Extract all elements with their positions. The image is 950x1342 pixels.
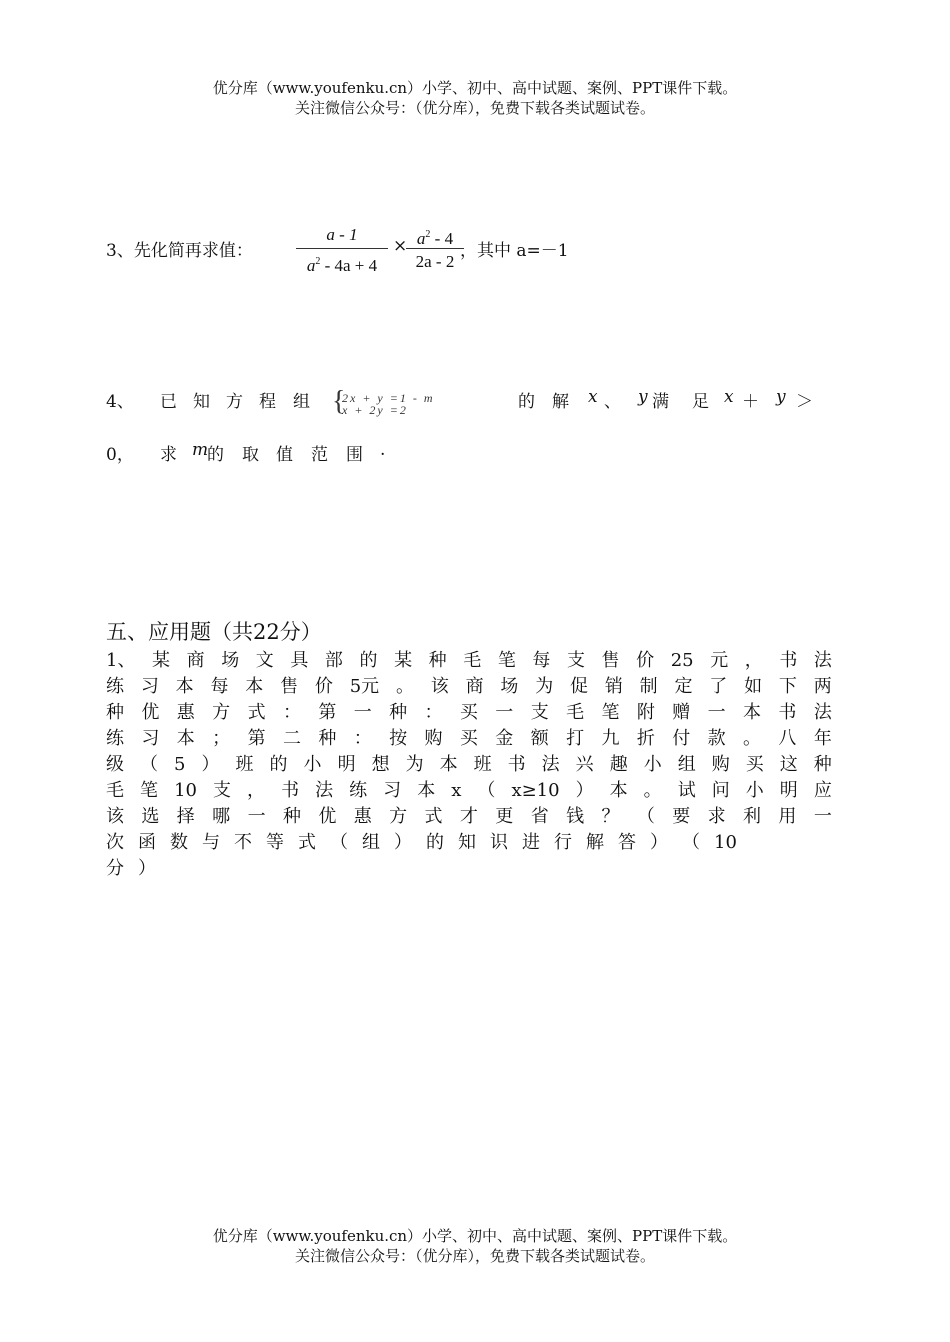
problem-token: 级 [106,754,124,775]
problem-token: 种 [428,650,447,671]
problem-token: ； [212,728,231,749]
problem-token: 赠 [672,702,691,723]
problem-token: 每 [210,676,229,697]
page-footer [0,1226,950,1266]
problem-line [106,726,832,752]
problem-token: 用 [778,806,797,827]
problem-token: 本 [439,754,458,775]
footer-line-1: 优分库（www.youfenku.cn）小学、初中、高中试题、案例、PPT课件下载。 [212,1227,738,1245]
problem-token: 打 [566,728,585,749]
problem-token: 种 [813,754,832,775]
problem-token: 商 [465,676,484,697]
application-problem-1 [106,648,832,882]
problem-token: 第 [247,728,266,749]
problem-token: 按 [389,728,408,749]
problem-token: 为 [535,676,554,697]
problem-token: 两 [813,676,832,697]
problem-token: 10 [714,832,737,853]
problem-token: 毛 [106,780,124,801]
problem-token: 销 [604,676,623,697]
q4-char: 、 [604,392,621,412]
problem-token: 本 [176,728,195,749]
problem-token: 售 [601,650,620,671]
problem-line [106,674,832,700]
problem-token: 金 [495,728,514,749]
q4-char: 知 [193,392,210,412]
problem-token: （ [477,780,496,801]
problem-token: 具 [290,650,309,671]
problem-token: 优 [141,702,160,723]
problem-token: 一 [495,702,514,723]
header-line-2: 关注微信公众号：（优分库），免费下载各类试题试卷。 [294,99,655,117]
problem-token: 的 [359,650,378,671]
problem-token: 如 [744,676,763,697]
problem-token: x≥10 [511,780,560,801]
q4-char: 求 [160,445,177,465]
q4-char: 方 [226,392,243,412]
problem-token: 明 [779,780,798,801]
problem-token: 元 [710,650,729,671]
problem-token: 择 [176,806,195,827]
problem-token: 种 [282,806,301,827]
problem-token: 小 [643,754,662,775]
problem-token: 练 [349,780,368,801]
problem-token: ？ [601,806,620,827]
problem-token: 书 [281,780,300,801]
header-line-1: 优分库（www.youfenku.cn）小学、初中、高中试题、案例、PPT课件下载。 [212,79,738,97]
problem-line [106,830,832,856]
problem-token: 了 [709,676,728,697]
problem-token: 文 [255,650,274,671]
problem-token: ） [394,832,412,853]
q4-char: 已 [160,392,177,412]
problem-token: 款 [707,728,726,749]
problem-token: 法 [541,754,560,775]
problem-token: 场 [500,676,519,697]
problem-token: 笔 [497,650,516,671]
q4-char: 满 [652,392,669,412]
problem-token: 下 [778,676,797,697]
problem-token: 定 [674,676,693,697]
problem-token: 商 [186,650,205,671]
q4-greater: ＞ [796,392,813,412]
problem-token: 练 [106,728,124,749]
problem-token: 数 [170,832,188,853]
problem-token: 八 [778,728,797,749]
q4-plus: ＋ [742,392,759,412]
problem-token: 惠 [176,702,195,723]
problem-token: 每 [532,650,551,671]
q4-var-x: x [724,387,734,407]
problem-token: 价 [314,676,333,697]
page-header [0,78,950,118]
problem-token: 。 [643,780,662,801]
question-4-line-1 [106,385,826,415]
problem-token: ， [247,780,266,801]
problem-token: ： [353,728,372,749]
problem-token: 的 [269,754,288,775]
problem-token: 识 [490,832,508,853]
problem-token: 惠 [353,806,372,827]
problem-token: 第 [318,702,337,723]
problem-token: 一 [707,702,726,723]
problem-token: 笔 [140,780,159,801]
problem-token: 一 [353,702,372,723]
q4-zero: 0， [106,445,134,465]
problem-token: ） [650,832,668,853]
problem-token: 促 [570,676,589,697]
problem-token: 为 [405,754,424,775]
problem-token: 支 [566,650,585,671]
problem-token: 习 [141,728,160,749]
fraction-2 [406,222,464,275]
q4-char: . [380,440,386,460]
problem-line [106,752,832,778]
problem-token: 求 [707,806,726,827]
problem-token: （ [682,832,700,853]
problem-token: 方 [212,702,231,723]
problem-token: 与 [202,832,220,853]
problem-token: 小 [745,780,764,801]
problem-token: 兴 [575,754,594,775]
problem-token: 买 [745,754,764,775]
problem-token: 购 [711,754,730,775]
problem-token: 明 [337,754,356,775]
problem-line [106,778,832,804]
problem-token: 选 [141,806,160,827]
q4-var-x: x [588,387,598,407]
problem-token: 知 [458,832,476,853]
q4-var-y: y [776,387,786,407]
problem-token: 小 [303,754,322,775]
problem-token: 式 [298,832,316,853]
q4-char: 足 [692,392,709,412]
q4-char: 围 [346,445,363,465]
problem-token: 本 [417,780,436,801]
problem-token: 法 [813,702,832,723]
problem-token: 优 [318,806,337,827]
problem-token: 毛 [566,702,585,723]
problem-token: 要 [672,806,691,827]
problem-line [106,804,832,830]
problem-token: 买 [459,728,478,749]
problem-token: 购 [424,728,443,749]
problem-token: 才 [459,806,478,827]
problem-token: 行 [554,832,572,853]
problem-token: 函 [138,832,156,853]
q4-var-y: y [638,387,648,407]
problem-token: 解 [586,832,604,853]
q3-condition: ，其中 a=－1 [460,241,569,261]
problem-token: 书 [507,754,526,775]
q4-char: 取 [242,445,259,465]
q4-var-m: m [192,440,209,460]
problem-token: 分 [106,858,124,879]
problem-token: 支 [530,702,549,723]
problem-token: 习 [383,780,402,801]
problem-token: 种 [318,728,337,749]
section-title: 五、应用题（共22分） [106,620,322,644]
problem-token: 哪 [212,806,231,827]
problem-token: 趣 [609,754,628,775]
q4-char: 组 [293,392,310,412]
problem-token: 种 [106,702,124,723]
fraction-1-denominator: $a^2 - 4a + 4$ [306,256,378,275]
question-4-line-2 [106,440,406,466]
problem-token: ） [575,780,594,801]
problem-token: 九 [601,728,620,749]
problem-token: 式 [424,806,443,827]
problem-token: 练 [106,676,124,697]
problem-token: 该 [430,676,449,697]
problem-token: 5元 [349,676,380,697]
problem-token: 班 [235,754,254,775]
problem-token: 这 [779,754,798,775]
problem-token: 方 [389,806,408,827]
problem-token: （ [140,754,159,775]
problem-token: 买 [459,702,478,723]
problem-token: 本 [743,702,762,723]
fraction-1 [296,222,388,275]
problem-token: 省 [530,806,549,827]
problem-token: 组 [362,832,380,853]
system-brace: { [332,386,348,417]
problem-token: 种 [389,702,408,723]
problem-token: 等 [266,832,284,853]
problem-token: 答 [618,832,636,853]
problem-token: 10 [174,780,197,801]
problem-token: 该 [106,806,124,827]
problem-token: 价 [636,650,655,671]
problem-token: （ [636,806,655,827]
problem-token: 部 [324,650,343,671]
q4-number: 4、 [106,392,134,412]
problem-token: 场 [221,650,240,671]
problem-token: 试 [677,780,696,801]
problem-token: （ [330,832,348,853]
footer-line-2: 关注微信公众号：（优分库），免费下载各类试题试卷。 [294,1247,655,1265]
problem-token: 附 [636,702,655,723]
q4-char: 范 [311,445,328,465]
problem-token: 书 [779,650,798,671]
problem-token: 制 [639,676,658,697]
problem-token: 毛 [463,650,482,671]
q4-char: 程 [259,392,276,412]
problem-token: 某 [152,650,171,671]
q4-char: 值 [276,445,293,465]
problem-token: 一 [813,806,832,827]
problem-token: 应 [813,780,832,801]
problem-token: 25 [670,650,694,671]
problem-token: ， [744,650,763,671]
problem-token: 折 [636,728,655,749]
problem-token: 更 [495,806,514,827]
problem-token: 某 [394,650,413,671]
problem-token: ） [138,858,156,879]
problem-token: 法 [813,650,832,671]
equation-1: 2x + y =1 - m [342,391,435,405]
q4-char: 的 [207,445,224,465]
problem-token: 利 [743,806,762,827]
times-sign: × [393,236,408,256]
problem-token: 想 [371,754,390,775]
problem-token: 书 [778,702,797,723]
problem-token: 售 [280,676,299,697]
problem-token: 式 [247,702,266,723]
problem-token: ： [282,702,301,723]
problem-token: 笔 [601,702,620,723]
fraction-1-numerator: a - 1 [326,225,358,244]
problem-token: 付 [672,728,691,749]
problem-token: 年 [813,728,832,749]
problem-token: 的 [426,832,444,853]
q3-label: 3、先化简再求值： [106,241,253,261]
problem-token: 二 [282,728,301,749]
problem-token: 1、 [106,650,136,671]
problem-token: 进 [522,832,540,853]
problem-token: 不 [234,832,252,853]
problem-token: ） [201,754,220,775]
q4-char: 的 [518,392,535,412]
problem-token: 5 [174,754,186,775]
problem-token: 本 [245,676,264,697]
problem-token: ： [424,702,443,723]
problem-token: 支 [213,780,231,801]
problem-token: 本 [609,780,628,801]
problem-token: 。 [743,728,762,749]
problem-line [106,700,832,726]
fraction-2-numerator: $a^2 - 4$ [416,229,454,248]
problem-token: 问 [711,780,730,801]
problem-token: 钱 [566,806,585,827]
fraction-2-denominator: 2a - 2 [415,252,455,271]
problem-token: 习 [140,676,159,697]
problem-token: 本 [175,676,194,697]
problem-token: 额 [530,728,549,749]
problem-token: 一 [247,806,266,827]
problem-token: 组 [677,754,696,775]
problem-token: 次 [106,832,124,853]
problem-token: x [451,780,462,801]
q4-char: 解 [552,392,569,412]
problem-token: 。 [395,676,414,697]
problem-token: 法 [315,780,334,801]
problem-token: 班 [473,754,492,775]
problem-line [106,648,832,674]
problem-line [106,856,832,882]
equation-2: x + 2y =2 [342,403,408,417]
